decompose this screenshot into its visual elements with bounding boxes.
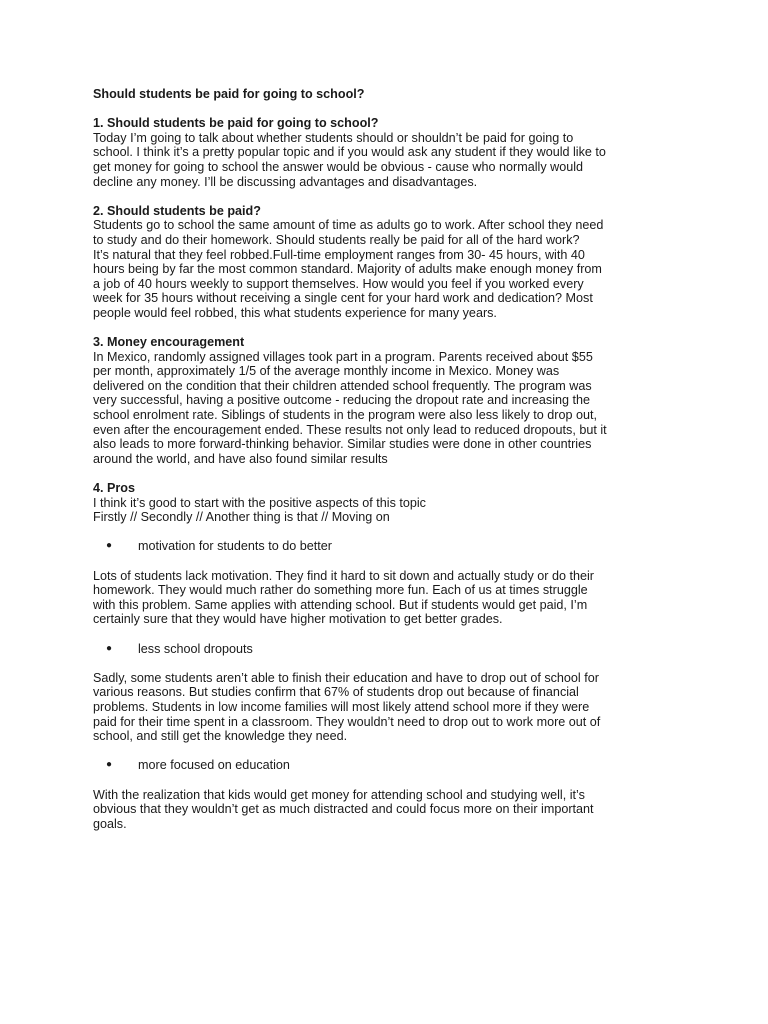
paragraph-line: hours being by far the most common standard. Majority of adults make enough money from (93, 262, 602, 277)
paragraph-line: paid for their time spent in a classroom. They wouldn’t need to drop out to work more out of (93, 714, 601, 729)
paragraph-line: With the realization that kids would get money for attending school and studying well, it’s (93, 787, 585, 802)
paragraph-line: week for 35 hours without receiving a single cent for your hard work and dedication? Most (93, 291, 593, 306)
bullet-item (93, 642, 673, 657)
paragraph-line: Students go to school the same amount of time as adults go to work. After school they need (93, 218, 604, 233)
paragraph-line: a job of 40 hours weekly to support themselves. How would you feel if you worked every (93, 276, 584, 291)
paragraph-line: Today I’m going to talk about whether students should or shouldn’t be paid for going to (93, 130, 574, 145)
bullet-label: motivation for students to do better (138, 539, 332, 554)
paragraph-line: school enrolment rate. Siblings of students in the program were also less likely to drop out, (93, 408, 598, 423)
paragraph-line: homework. They would much rather do something more fun. Each of us at times struggle (93, 583, 588, 598)
paragraph-line: with this problem. Same applies with attending school. But if students would get paid, I’m (93, 597, 588, 612)
paragraph-line: problems. Students in low income families will most likely attend school more if they were (93, 699, 590, 714)
paragraph-line: In Mexico, randomly assigned villages took part in a program. Parents received about $55 (93, 349, 593, 364)
paragraph-line: delivered on the condition that their children attended school frequently. The program was (93, 378, 592, 393)
section-should-be-paid (93, 204, 673, 321)
paragraph-line: I think it’s good to start with the positive aspects of this topic (93, 495, 426, 510)
section-heading: 3. Money encouragement (93, 335, 245, 350)
paragraph-line: various reasons. But studies confirm that 67% of students drop out because of financial (93, 685, 579, 700)
bullet-icon: ● (106, 759, 113, 771)
paragraph-line: get money for going to school the answer would be obvious - cause who normally would (93, 159, 584, 174)
section-intro (93, 116, 673, 189)
bullet-item (93, 539, 673, 554)
paragraph-line: certainly sure that they would have higher motivation to get better grades. (93, 612, 503, 627)
paragraph-line: It’s natural that they feel robbed.Full-time employment ranges from 30- 45 hours, with 40 (93, 247, 585, 262)
document-page (93, 87, 673, 846)
paragraph-line: decline any money. I’ll be discussing advantages and disadvantages. (93, 174, 478, 189)
paragraph-line: Sadly, some students aren’t able to finish their education and have to drop out of school for (93, 670, 599, 685)
section-heading: 2. Should students be paid? (93, 203, 261, 218)
bullet-icon: ● (106, 540, 113, 552)
bullet-label: more focused on education (138, 758, 290, 773)
pro-paragraph (93, 671, 673, 744)
section-money-encouragement (93, 335, 673, 466)
paragraph-line: school. I think it’s a pretty popular topic and if you would ask any student if they would like to (93, 145, 606, 160)
document-title: Should students be paid for going to school? (93, 87, 365, 101)
bullet-icon: ● (106, 642, 113, 654)
paragraph-line: very successful, having a positive outcome - reducing the dropout rate and increasing the (93, 393, 591, 408)
paragraph-line: people would feel robbed, this what students experience for many years. (93, 305, 497, 320)
paragraph-line: per month, approximately 1/5 of the average monthly income in Mexico. Money was (93, 364, 560, 379)
section-heading: 1. Should students be paid for going to school? (93, 116, 379, 131)
section-pros (93, 481, 673, 525)
paragraph-line: around the world, and have also found similar results (93, 451, 388, 466)
paragraph-line: Lots of students lack motivation. They find it hard to sit down and actually study or do their (93, 568, 594, 583)
pro-paragraph (93, 569, 673, 627)
bullet-label: less school dropouts (138, 641, 253, 656)
paragraph-line: even after the encouragement ended. These results not only lead to reduced dropouts, but it (93, 422, 607, 437)
pro-paragraph (93, 788, 673, 832)
paragraph-line: also leads to more forward-thinking behavior. Similar studies were done in other countries (93, 437, 592, 452)
paragraph-line: to study and do their homework. Should students really be paid for all of the hard work? (93, 232, 580, 247)
bullet-item (93, 758, 673, 773)
paragraph-line: school, and still get the knowledge they need. (93, 729, 348, 744)
paragraph-line: goals. (93, 816, 127, 831)
paragraph-line: Firstly // Secondly // Another thing is that // Moving on (93, 510, 390, 525)
section-heading: 4. Pros (93, 481, 135, 496)
paragraph-line: obvious that they wouldn’t get as much distracted and could focus more on their important (93, 802, 594, 817)
